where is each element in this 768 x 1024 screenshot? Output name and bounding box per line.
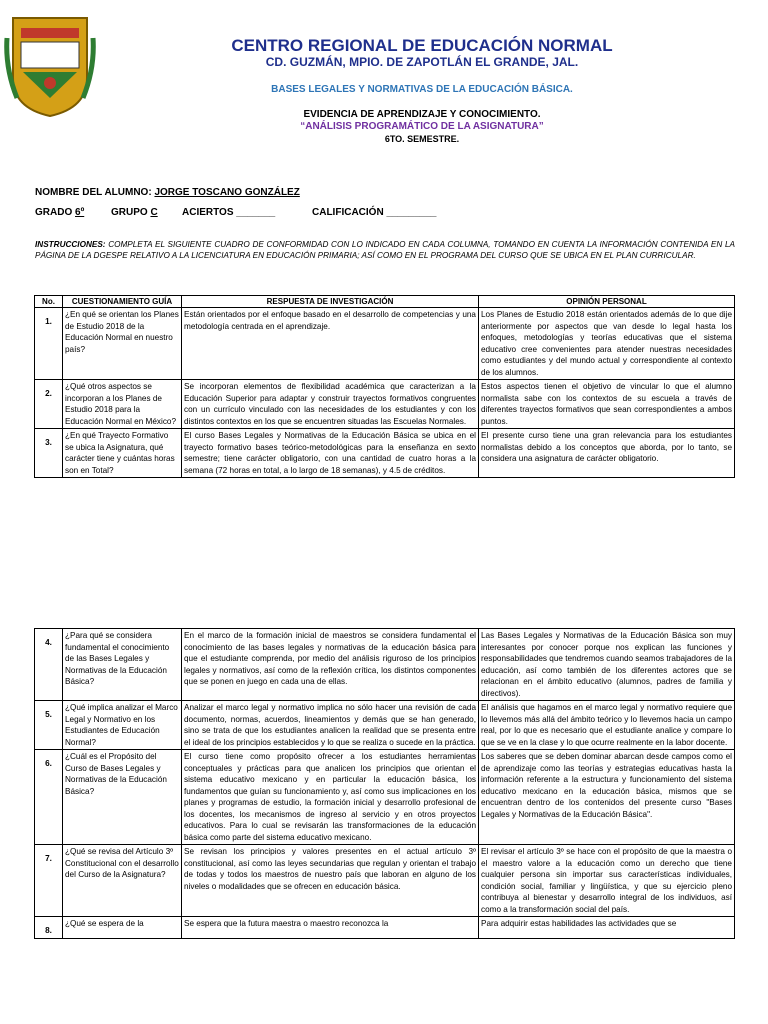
row-number: 2. (35, 380, 63, 429)
row-question: ¿Cuál es el Propósito del Curso de Bases Legales y Normativas de la Educación Básica? (63, 750, 182, 845)
row-opinion: Los saberes que se deben dominar abarcan desde campos como el de aprendizaje como las teorías y estrategias educativas hasta la información referente a la estructura y funcionamiento del sistema educativo mexicano en la educación básica, mismos que se encuentran dentro de los contenidos del presente curso "Bases Legales y Normativas de la Educación Básica". (479, 750, 735, 845)
location-subtitle: CD. GUZMÁN, MPIO. DE ZAPOTLÁN EL GRANDE, JAL. (265, 55, 579, 69)
group-field (111, 207, 158, 218)
evidence-title: EVIDENCIA DE APRENDIZAJE Y CONOCIMIENTO. (303, 109, 541, 120)
analysis-table-part1 (34, 295, 735, 478)
row-answer: El curso tiene como propósito ofrecer a los estudiantes herramientas conceptuales y prácticas para que analicen los principios que orientan el sistema educativo mexicano y en particular la educación básica, los fundamentos que guían su funcionamiento y, así como sus implicaciones en los planes y programas de estudio, la formación inicial y desarrollo profesional de los docentes, los mecanismos de ingreso al servicio y en otros proyectos educativos. Para lo cual se revisarán las transformaciones de la educación básica como parte del sistema educativo mexicano. (182, 750, 479, 845)
institution-title: CENTRO REGIONAL DE EDUCACIÓN NORMAL (231, 36, 613, 55)
row-number: 1. (35, 308, 63, 380)
row-opinion: Para adquirir estas habilidades las actividades que se (479, 917, 735, 939)
row-question: ¿Qué otros aspectos se incorporan a los Planes de Estudio 2018 para la Educación Normal en México? (63, 380, 182, 429)
row-opinion: Los Planes de Estudio 2018 están orientados además de lo que dije anteriormente por aspectos que van desde lo legal hasta los enfoques, metodologías y teorías educativas que el sistema educativo cree convenientes para atender nuestras necesidades como estudiantes y del mundo actual y correspondiente al contexto de los alumnos. (479, 308, 735, 380)
instructions (35, 239, 735, 261)
group-label: GRUPO (111, 207, 148, 218)
row-question: ¿Qué se espera de la (63, 917, 182, 939)
row-answer: Se revisan los principios y valores presentes en el actual artículo 3º constitucional, así como las leyes secundarias que regulan y orientan el trabajo de todas y todos los maestros de nuestro país que laboran en alguno de los niveles o modalidades que se ofrecen en educación básica. (182, 845, 479, 917)
row-number: 6. (35, 750, 63, 845)
row-question: ¿En qué se orientan los Planes de Estudio 2018 de la Educación Normal en nuestro país? (63, 308, 182, 380)
row-number: 8. (35, 917, 63, 939)
table-row (35, 750, 735, 845)
table-row (35, 917, 735, 939)
table-row (35, 701, 735, 750)
row-question: ¿En qué Trayecto Formativo se ubica la Asignatura, qué carácter tiene y cuántas horas son en Total? (63, 429, 182, 478)
header-answer: RESPUESTA DE INVESTIGACIÓN (182, 296, 479, 308)
row-opinion: Las Bases Legales y Normativas de la Educación Básica son muy interesantes por conocer porque nos explican las funciones y responsabilidades que tendremos cuando seamos trabajadores de la educación, así como también de los diferentes actores que se relacionan en el ámbito educativo (alumnos, padres de familia y directivos). (479, 629, 735, 701)
table-row (35, 845, 735, 917)
semester-label: 6TO. SEMESTRE. (384, 134, 460, 144)
row-number: 3. (35, 429, 63, 478)
hits-field: ACIERTOS _______ (182, 207, 276, 218)
table-header-row (35, 296, 735, 308)
student-name-label: NOMBRE DEL ALUMNO: (35, 187, 152, 198)
grade-field (35, 207, 84, 218)
instructions-label: INSTRUCCIONES: (35, 240, 106, 249)
row-opinion: El análisis que hagamos en el marco legal y normativo requiere que lo llevemos más allá del ámbito teórico y lo llevemos hacia un campo real, por lo que es necesario que el estudiante analice y compare lo que se ve en la clase y lo que ocurre realmente en la labor docente. (479, 701, 735, 750)
analysis-title: “ANÁLISIS PROGRAMÁTICO DE LA ASIGNATURA” (300, 121, 544, 132)
instructions-text: COMPLETA EL SIGUIENTE CUADRO DE CONFORMIDAD CON LO INDICADO EN CADA COLUMNA, TOMANDO EN CUENTA LA INFORMACIÓN CONTENIDA EN LA PÁGINA DE LA DGESPE RELATIVO A LA LICENCIATURA EN EDUCACIÓN PRIMARIA; ASÍ COMO EN EL PROGRAMA DEL CURSO QUE SE UBICA EN EL PLAN CURRICULAR. (35, 240, 735, 260)
row-opinion: El revisar el artículo 3º se hace con el propósito de que la maestra o el maestro valore a la educación como un derecho que tiene cualquier persona sin importar sus características individuales, condición social, familiar y lingüística, y que su ejercicio pleno contribuya al bienestar y desarrollo integral de los individuos, así como a la transformación social del país. (479, 845, 735, 917)
table-row (35, 429, 735, 478)
row-question: ¿Qué se revisa del Artículo 3º Constitucional con el desarrollo del Curso de la Asignatura? (63, 845, 182, 917)
row-answer: Están orientados por el enfoque basado en el desarrollo de competencias y una metodología centrada en el aprendizaje. (182, 308, 479, 380)
course-title: BASES LEGALES Y NORMATIVAS DE LA EDUCACIÓN BÁSICA. (271, 84, 573, 95)
score-field: CALIFICACIÓN _________ (312, 207, 437, 218)
row-number: 4. (35, 629, 63, 701)
row-answer: Se incorporan elementos de flexibilidad académica que caracterizan a la Educación Superior para adaptar y construir trayectos formativos congruentes con un currículo vinculado con las necesidades de los estudiantes y con los distintos contextos en los que se encuentren situadas las Escuelas Normales. (182, 380, 479, 429)
row-answer: El curso Bases Legales y Normativas de la Educación Básica se ubica en el trayecto formativo bases teórico-metodológicas para la enseñanza en sexto semestre; tiene carácter obligatorio, con una cantidad de cuatro horas a la semana (72 horas en total, a lo largo de 18 semanas), y 4.5 de créditos. (182, 429, 479, 478)
group-value: C (150, 207, 158, 218)
row-number: 5. (35, 701, 63, 750)
analysis-table-part2 (34, 628, 735, 939)
row-question: ¿Qué implica analizar el Marco Legal y Normativo en los Estudiantes de Educación Normal? (63, 701, 182, 750)
row-question: ¿Para qué se considera fundamental el conocimiento de las Bases Legales y Normativas de la Educación Básica? (63, 629, 182, 701)
row-number: 7. (35, 845, 63, 917)
grade-label: GRADO (35, 207, 73, 218)
header-question: CUESTIONAMIENTO GUÍA (63, 296, 182, 308)
header-no: No. (35, 296, 63, 308)
row-answer: Se espera que la futura maestra o maestro reconozca la (182, 917, 479, 939)
student-name-row (35, 187, 300, 198)
row-answer: En el marco de la formación inicial de maestros se considera fundamental el conocimiento de las bases legales y normativas de la educación básica para que el estudiante comprenda, por medio del análisis riguroso de los principios legales y normativos, así como de la reflexión crítica, los distintos componentes que se ponen en juego en cada una de ellas. (182, 629, 479, 701)
grade-value: 6º (75, 207, 85, 218)
table-row (35, 380, 735, 429)
student-name-value: JORGE TOSCANO GONZÁLEZ (154, 187, 300, 198)
row-answer: Analizar el marco legal y normativo implica no sólo hacer una revisión de cada documento, normas, acuerdos, lineamientos y demás que se han generado, sino se trata de que los estudiantes analicen la realidad que se presenta entre el ideal de los principios establecidos y lo que se realiza o sucede en la práctica. (182, 701, 479, 750)
table-row (35, 308, 735, 380)
header-opinion: OPINIÓN PERSONAL (479, 296, 735, 308)
table-row (35, 629, 735, 701)
row-opinion: Estos aspectos tienen el objetivo de vincular lo que el alumno normalista sabe con los contextos de su escuela a través de diferentes trayectos formativos que sean correspondientes a ambos puntos. (479, 380, 735, 429)
row-opinion: El presente curso tiene una gran relevancia para los estudiantes normalistas debido a los conceptos que aborda, por lo tanto, se considera una asignatura de carácter obligatorio. (479, 429, 735, 478)
